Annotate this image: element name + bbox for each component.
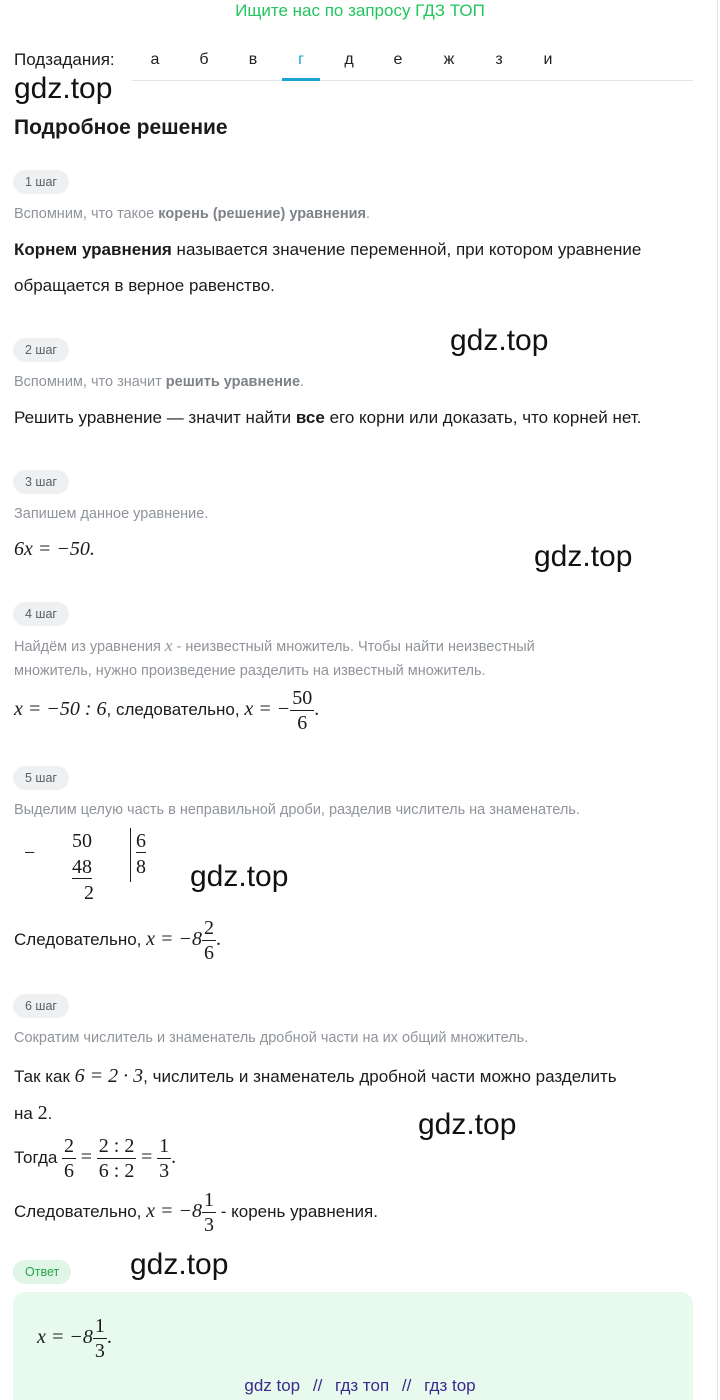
footer-separator: // bbox=[312, 1376, 323, 1395]
division-subtracted: 48 bbox=[72, 856, 92, 878]
step-3-hint: Запишем данное уравнение. bbox=[14, 506, 209, 522]
promo-banner: Ищите нас по запросу ГДЗ ТОП bbox=[235, 1, 485, 20]
watermark: gdz.top bbox=[418, 1108, 517, 1141]
footer-link-1[interactable]: gdz top bbox=[244, 1376, 301, 1395]
solution-title: Подробное решение bbox=[14, 116, 228, 139]
step-6-hint: Сократим числитель и знаменатель дробной части на их общий множитель. bbox=[14, 1030, 529, 1046]
answer-value: x = −8 $\frac{1}{3}$ . bbox=[37, 1315, 112, 1362]
step-6-badge: 6 шаг bbox=[13, 994, 69, 1018]
step-1-badge: 1 шаг bbox=[13, 170, 69, 194]
step-3-badge: 3 шаг bbox=[13, 470, 69, 494]
right-border bbox=[717, 0, 718, 1400]
watermark: gdz.top bbox=[534, 540, 633, 573]
step-4-hint: Найдём из уравнения x - неизвестный множитель. Чтобы найти неизвестный множитель, нужно произведение разделить на известный множитель. bbox=[14, 636, 535, 679]
answer-badge: Ответ bbox=[13, 1260, 71, 1284]
step-6-conclusion: Следовательно, x = −8 $\frac{1}{3}$ - корень уравнения. bbox=[14, 1189, 378, 1236]
subtask-tabs bbox=[132, 50, 693, 81]
watermark: gdz.top bbox=[190, 860, 289, 893]
step-2-badge: 2 шаг bbox=[13, 338, 69, 362]
step-5-conclusion: Следовательно, x = −8 $\frac{2}{6}$ . bbox=[14, 917, 221, 964]
tab-g[interactable]: г bbox=[282, 50, 320, 81]
watermark: gdz.top bbox=[14, 72, 113, 105]
tab-b[interactable]: б bbox=[199, 51, 209, 68]
division-bar bbox=[130, 828, 131, 882]
step-1-text: Корнем уравнения называется значение переменной, при котором уравнение обращается в верное равенство. bbox=[14, 240, 642, 295]
subtasks-label: Подзадания: bbox=[14, 50, 115, 69]
step-3-equation: 6x = −50. bbox=[14, 538, 95, 560]
step-2-hint: Вспомним, что значит решить уравнение. bbox=[14, 374, 305, 390]
footer-links bbox=[0, 1376, 720, 1396]
step-6-reduction: Тогда $\frac{2}{6}$ = $\frac{2 : 2}{6 : 2}$ = $\frac{1}{3}$ . bbox=[14, 1135, 177, 1182]
watermark: gdz.top bbox=[450, 324, 549, 357]
tab-d[interactable]: д bbox=[344, 51, 354, 68]
step-1-hint: Вспомним, что такое корень (решение) уравнения. bbox=[14, 206, 371, 222]
step-4-badge: 4 шаг bbox=[13, 602, 69, 626]
long-division bbox=[14, 828, 174, 908]
division-quotient: 8 bbox=[136, 856, 146, 878]
tab-e[interactable]: е bbox=[393, 51, 403, 68]
division-remainder: 2 bbox=[84, 882, 94, 904]
step-2-text: Решить уравнение — значит найти все его корни или доказать, что корней нет. bbox=[14, 408, 642, 427]
tab-a[interactable]: а bbox=[150, 51, 160, 68]
step-6-text: Так как 6 = 2 · 3, числитель и знаменатель дробной части можно разделить на 2. bbox=[14, 1065, 617, 1124]
tab-i[interactable]: и bbox=[543, 51, 553, 68]
watermark: gdz.top bbox=[130, 1248, 229, 1281]
division-minus: − bbox=[24, 842, 36, 864]
division-divisor: 6 bbox=[136, 830, 146, 852]
division-dividend: 50 bbox=[72, 830, 92, 852]
footer-separator: // bbox=[401, 1376, 412, 1395]
footer-link-2[interactable]: гдз топ bbox=[335, 1376, 390, 1395]
step-5-badge: 5 шаг bbox=[13, 766, 69, 790]
tab-zh[interactable]: ж bbox=[443, 51, 455, 68]
step-4-equation: x = −50 : 6, следовательно, x = − $\frac{50}{6}$ . bbox=[14, 687, 320, 734]
tab-z[interactable]: з bbox=[495, 51, 503, 68]
footer-link-3[interactable]: гдз top bbox=[424, 1376, 476, 1395]
tab-v[interactable]: в bbox=[248, 51, 258, 68]
step-5-hint: Выделим целую часть в неправильной дроби, разделив числитель на знаменатель. bbox=[14, 802, 580, 818]
